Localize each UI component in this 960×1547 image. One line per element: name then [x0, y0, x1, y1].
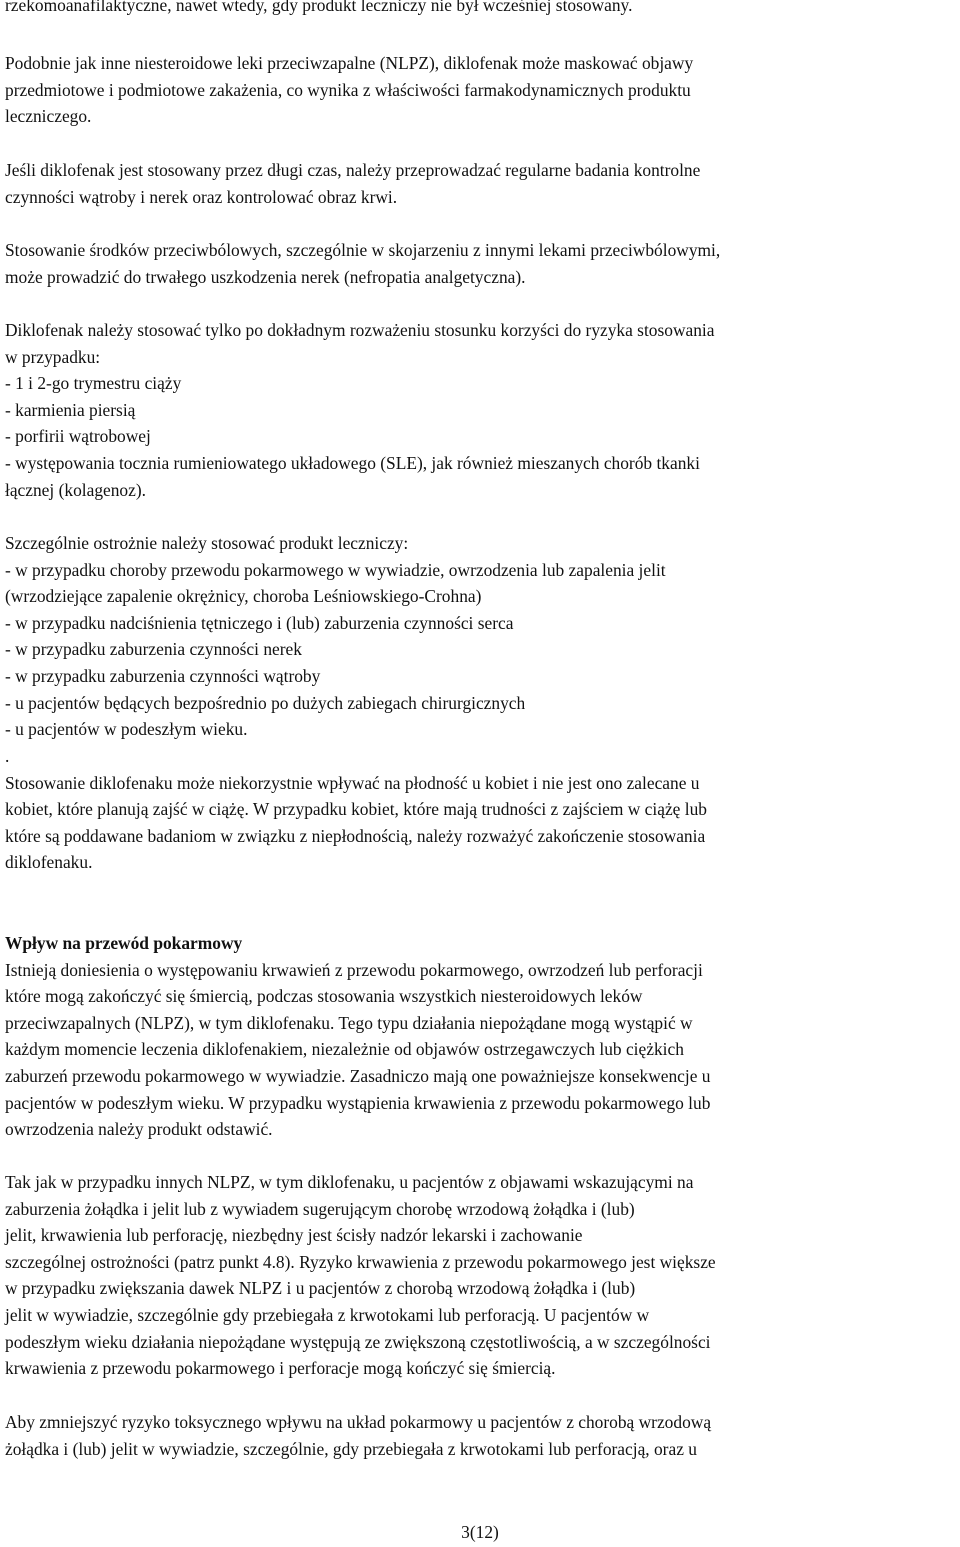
text-line: kobiet, które planują zajść w ciążę. W przypadku kobiet, które mają trudności z zajściem w ciążę lub	[5, 799, 707, 820]
text-line: zaburzeń przewodu pokarmowego w wywiadzie. Zasadniczo mają one poważniejsze konsekwencje u	[5, 1065, 711, 1086]
text-line: każdym momencie leczenia diklofenakiem, niezależnie od objawów ostrzegawczych lub ciężkich	[5, 1039, 684, 1060]
text-line: rzekomoanafilaktyczne, nawet wtedy, gdy produkt leczniczy nie był wcześniej stosowany.	[5, 0, 633, 15]
text-line: jelit, krwawienia lub perforację, niezbędny jest ścisły nadzór lekarski i zachowanie	[5, 1225, 583, 1246]
text-line: pacjentów w podeszłym wieku. W przypadku wystąpienia krwawienia z przewodu pokarmowego lub	[5, 1092, 711, 1113]
paragraph-risk-benefit	[5, 317, 955, 503]
list-item: - u pacjentów będących bezpośrednio po dużych zabiegach chirurgicznych	[5, 692, 526, 713]
text-line: w przypadku zwiększania dawek NLPZ i u pacjentów z chorobą wrzodową żołądka i (lub)	[5, 1278, 636, 1299]
text-line: w przypadku:	[5, 346, 101, 367]
text-line: krwawienia z przewodu pokarmowego i perforacje mogą kończyć się śmiercią.	[5, 1358, 556, 1379]
paragraph-infection-masking	[5, 50, 955, 130]
text-line: Istnieją doniesienia o występowaniu krwawień z przewodu pokarmowego, owrzodzeń lub perforacji	[5, 959, 703, 980]
text-line: przeciwzapalnych (NLPZ), w tym diklofenaku. Tego typu działania niepożądane mogą wystąpić w	[5, 1012, 693, 1033]
paragraph-nsaid-bleeding-risk	[5, 1169, 955, 1382]
section-gastrointestinal	[5, 930, 955, 1143]
text-line: żołądka i (lub) jelit w wywiadzie, szczególnie, gdy przebiegała z krwotokami lub perforacją, oraz u	[5, 1438, 697, 1459]
text-line: leczniczego.	[5, 106, 92, 127]
text-line: czynności wątroby i nerek oraz kontrolować obraz krwi.	[5, 186, 398, 207]
text-line: jelit w wywiadzie, szczególnie gdy przebiegała z krwotokami lub perforacją. U pacjentów w	[5, 1304, 650, 1325]
list-item: - w przypadku zaburzenia czynności nerek	[5, 639, 302, 660]
paragraph-special-caution	[5, 530, 955, 743]
text-line: Diklofenak należy stosować tylko po dokładnym rozważeniu stosunku korzyści do ryzyka stosowania	[5, 320, 715, 340]
text-line: Stosowanie diklofenaku może niekorzystnie wpływać na płodność u kobiet i nie jest ono zalecane u	[5, 772, 700, 793]
text-line: diklofenaku.	[5, 852, 93, 873]
list-item: - 1 i 2-go trymestru ciąży	[5, 373, 182, 394]
section-heading: Wpływ na przewód pokarmowy	[5, 933, 243, 953]
paragraph-analgesic-nephropathy	[5, 237, 955, 290]
text-line: Tak jak w przypadku innych NLPZ, w tym diklofenaku, u pacjentów z objawami wskazującymi na	[5, 1172, 694, 1192]
page-number: 3(12)	[461, 1522, 499, 1542]
paragraph-fertility	[5, 743, 955, 876]
text-line: szczególnej ostrożności (patrz punkt 4.8). Ryzyko krwawienia z przewodu pokarmowego jest większe	[5, 1251, 716, 1272]
text-line: Jeśli diklofenak jest stosowany przez długi czas, należy przeprowadzać regularne badania kontrolne	[5, 160, 701, 180]
text-line: Aby zmniejszyć ryzyko toksycznego wpływu na układ pokarmowy u pacjentów z chorobą wrzodową	[5, 1412, 712, 1432]
text-line: może prowadzić do trwałego uszkodzenia nerek (nefropatia analgetyczna).	[5, 266, 526, 287]
text-line: przedmiotowe i podmiotowe zakażenia, co wynika z właściwości farmakodynamicznych produktu	[5, 79, 691, 100]
list-item: - w przypadku choroby przewodu pokarmowego w wywiadzie, owrzodzenia lub zapalenia jelit	[5, 559, 666, 580]
text-line: Podobnie jak inne niesteroidowe leki przeciwzapalne (NLPZ), diklofenak może maskować objawy	[5, 53, 694, 73]
paragraph-long-term-monitoring	[5, 157, 955, 210]
text-line: (wrzodziejące zapalenie okrężnicy, choroba Leśniowskiego-Crohna)	[5, 586, 482, 607]
text-line: podeszłym wieku działania niepożądane występują ze zwiększoną częstotliwością, a w szczególności	[5, 1331, 711, 1352]
text-line: Szczególnie ostrożnie należy stosować produkt leczniczy:	[5, 533, 409, 553]
text-line: zaburzenia żołądka i jelit lub z wywiadem sugerującym chorobę wrzodową żołądka i (lub)	[5, 1198, 635, 1219]
text-line: owrzodzenia należy produkt odstawić.	[5, 1119, 273, 1140]
list-item: - w przypadku zaburzenia czynności wątroby	[5, 665, 321, 686]
text-line: Stosowanie środków przeciwbólowych, szczególnie w skojarzeniu z innymi lekami przeciwbólowymi,	[5, 240, 721, 260]
list-item: - występowania tocznia rumieniowatego układowego (SLE), jak również mieszanych chorób tkanki	[5, 452, 700, 473]
text-line: łącznej (kolagenoz).	[5, 479, 146, 500]
list-item: - porfirii wątrobowej	[5, 426, 151, 447]
list-item: - w przypadku nadciśnienia tętniczego i (lub) zaburzenia czynności serca	[5, 612, 514, 633]
paragraph-toxicity-reduction	[5, 1409, 955, 1462]
text-line: które mogą zakończyć się śmiercią, podczas stosowania wszystkich niesteroidowych leków	[5, 986, 643, 1007]
text-line: .	[5, 746, 10, 766]
list-item: - u pacjentów w podeszłym wieku.	[5, 719, 248, 740]
text-line: które są poddawane badaniom w związku z niepłodnością, należy rozważyć zakończenie stosowania	[5, 825, 706, 846]
paragraph-anaphylaxis	[5, 0, 955, 19]
list-item: - karmienia piersią	[5, 399, 136, 420]
